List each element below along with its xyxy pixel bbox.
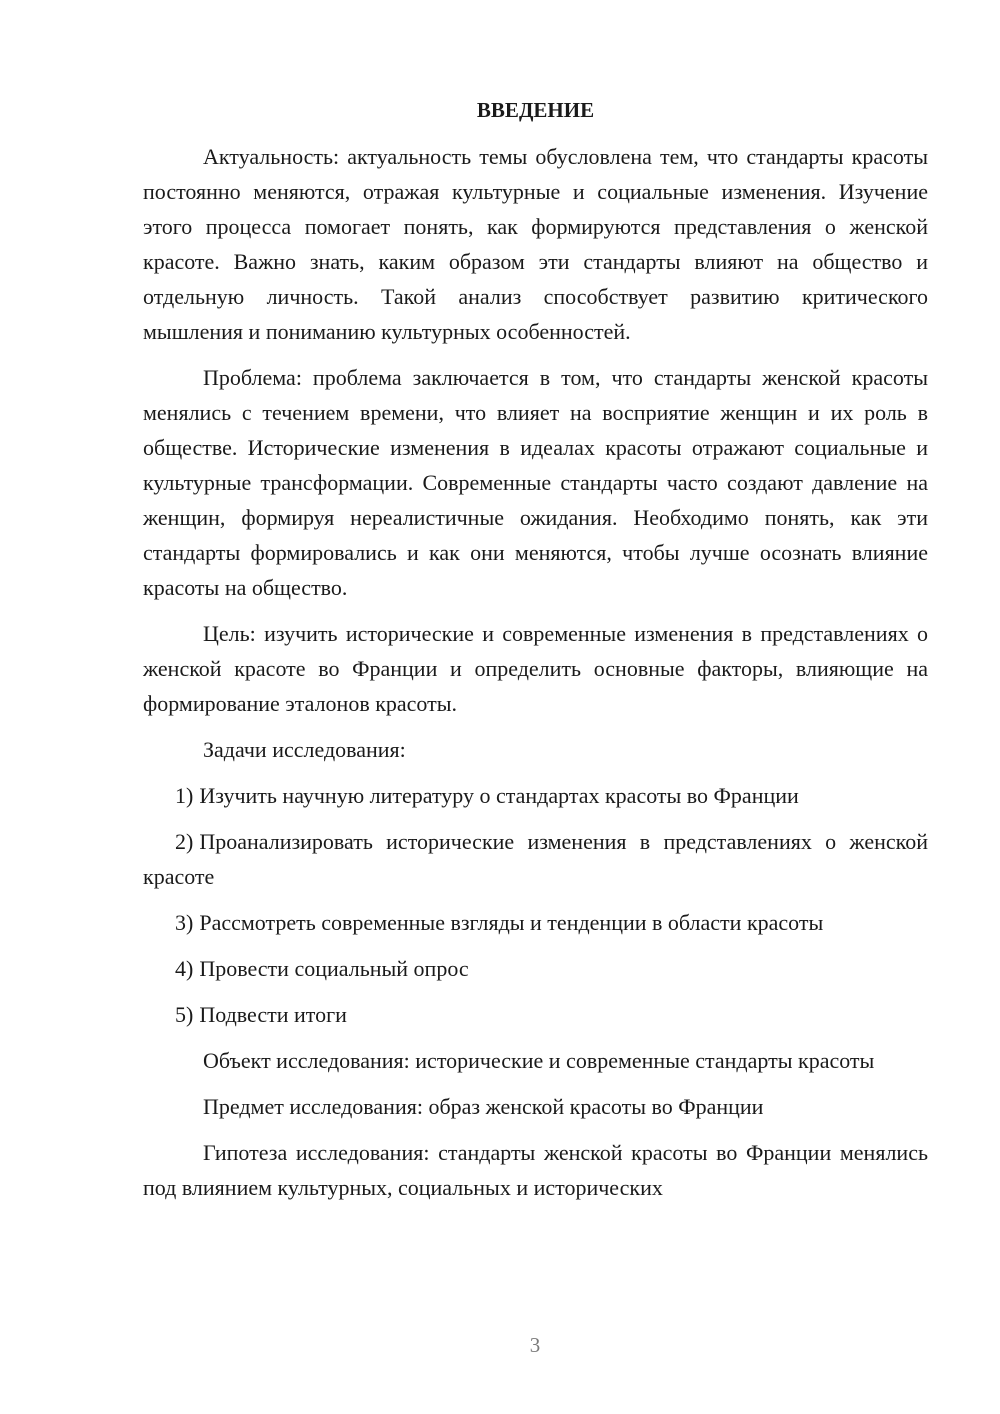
document-page	[143, 93, 928, 1216]
list-item	[143, 997, 928, 1032]
list-item-number: 3)	[175, 910, 194, 935]
list-item	[143, 951, 928, 986]
list-item-text: Подвести итоги	[199, 1002, 347, 1027]
relevance-paragraph: Актуальность: актуальность темы обусловлена тем, что стандарты красоты постоянно меняются, отражая культурные и социальные изменения. Изучение этого процесса помогает понять, как формируются представления о женской красоте. Важно знать, каким образом эти стандарты влияют на общество и отдельную личность. Такой анализ способствует развитию критического мышления и пониманию культурных особенностей.	[143, 144, 928, 344]
list-item-number: 4)	[175, 956, 194, 981]
subject-paragraph: Предмет исследования: образ женской красоты во Франции	[203, 1094, 764, 1119]
section-title: ВВЕДЕНИЕ	[476, 98, 595, 122]
tasks-heading: Задачи исследования:	[203, 737, 406, 762]
tasks-list	[143, 778, 928, 1032]
list-item-number: 5)	[175, 1002, 194, 1027]
list-item-text: Проанализировать исторические изменения в представлениях о женской красоте	[143, 829, 928, 889]
list-item	[143, 778, 928, 813]
goal-paragraph: Цель: изучить исторические и современные изменения в представлениях о женской красоте во Франции и определить основные факторы, влияющие на формирование эталонов красоты.	[143, 621, 928, 716]
list-item	[143, 905, 928, 940]
object-paragraph: Объект исследования: исторические и современные стандарты красоты	[203, 1048, 875, 1073]
list-item-text: Провести социальный опрос	[199, 956, 469, 981]
problem-paragraph: Проблема: проблема заключается в том, что стандарты женской красоты менялись с течением времени, что влияет на восприятие женщин и их роль в обществе. Исторические изменения в идеалах красоты отражают социальные и культурные трансформации. Современные стандарты часто создают давление на женщин, формируя нереалистичные ожидания. Необходимо понять, как эти стандарты формировались и как они меняются, чтобы лучше осознать влияние красоты на общество.	[143, 365, 928, 600]
hypothesis-paragraph: Гипотеза исследования: стандарты женской красоты во Франции менялись под влиянием культурных, социальных и исторических	[143, 1140, 928, 1200]
list-item-number: 2)	[175, 829, 194, 854]
list-item	[143, 824, 928, 894]
list-item-number: 1)	[175, 783, 194, 808]
list-item-text: Изучить научную литературу о стандартах красоты во Франции	[199, 783, 799, 808]
list-item-text: Рассмотреть современные взгляды и тенденции в области красоты	[199, 910, 824, 935]
page-number: 3	[529, 1333, 541, 1357]
